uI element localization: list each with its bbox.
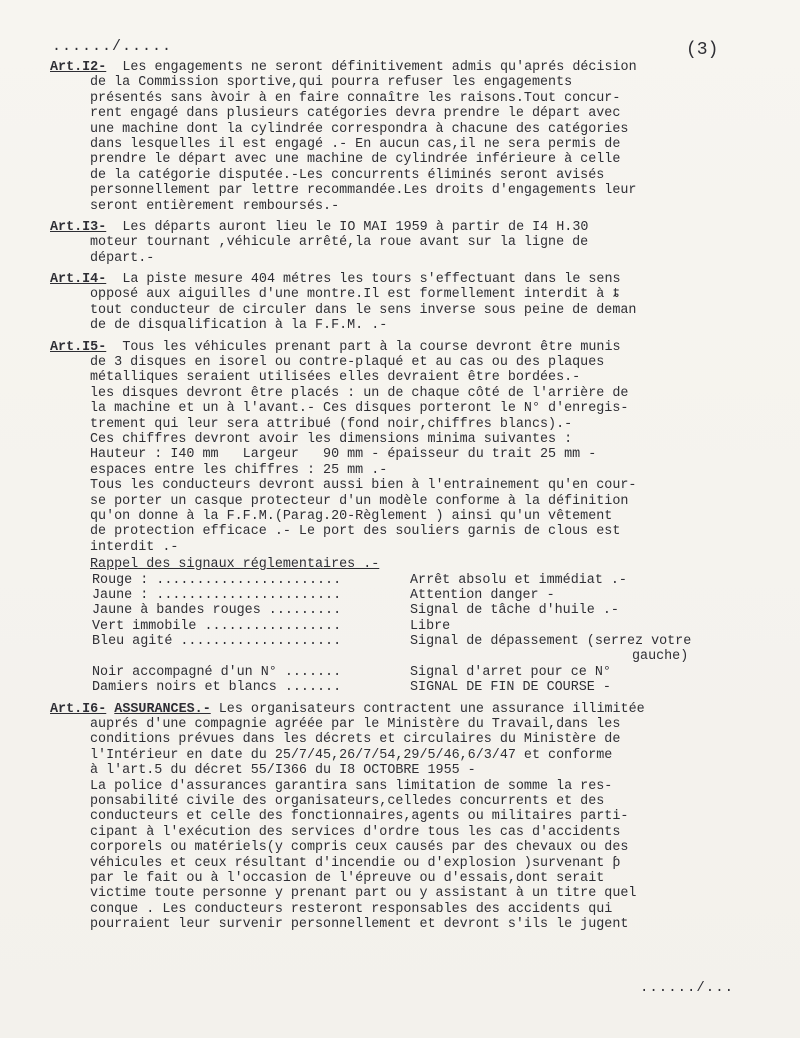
article-15-line: Hauteur : I40 mm Largeur 90 mm - épaisseur du trait 25 mm - xyxy=(90,447,597,463)
article-16-line: La police d'assurances garantira sans limitation de somme la res- xyxy=(90,778,613,794)
article-15-line: Tous les véhicules prenant part à la course devront être munis xyxy=(122,339,621,355)
article-14 xyxy=(50,272,772,334)
footer-continuation: ....../... xyxy=(640,980,735,996)
signal-meaning: Attention danger - xyxy=(410,587,555,603)
signal-row xyxy=(50,588,772,603)
article-16-line: conque . Les conducteurs resteront responsables des accidents qui xyxy=(90,901,613,917)
signal-meaning-continued: gauche) xyxy=(632,649,689,665)
article-15 xyxy=(50,340,772,696)
signal-row xyxy=(50,619,772,634)
article-16-label: Art.I6- xyxy=(50,701,107,717)
article-14-line: opposé aux aiguilles d'une montre.Il est formellement interdit à ȶ xyxy=(90,287,621,303)
signal-row xyxy=(50,603,772,618)
article-16 xyxy=(50,702,772,933)
article-12-line: de la Commission sportive,qui pourra refuser les engagements xyxy=(90,75,573,91)
article-16-line: corporels ou matériels(y compris ceux causés par des chevaux ou des xyxy=(90,840,629,856)
article-15-line: qu'on donne à la F.F.M.(Parag.20-Règlement ) ainsi qu'un vêtement xyxy=(90,508,613,524)
article-13-label: Art.I3- xyxy=(50,219,107,235)
signal-row xyxy=(50,573,772,588)
signal-name: Bleu agité .................... xyxy=(92,634,342,650)
article-15-line: espaces entre les chiffres : 25 mm .- xyxy=(90,462,388,478)
article-12-line: présentés sans àvoir à en faire connaître les raisons.Tout concur- xyxy=(90,90,621,106)
article-12-line: de la catégorie disputée.-Les concurrents éliminés seront avisés xyxy=(90,167,605,183)
article-12-label: Art.I2- xyxy=(50,60,107,75)
article-15-line: métalliques seraient utilisées elles devraient être bordées.- xyxy=(90,370,581,386)
signal-meaning: Libre xyxy=(410,618,451,634)
signal-meaning: Arrêt absolu et immédiat .- xyxy=(410,572,627,588)
article-12-line: personnellement par lettre recommandée.Les droits d'engagements leur xyxy=(90,183,637,199)
signal-name: Jaune : ....................... xyxy=(92,587,342,603)
article-13-line: moteur tournant ,véhicule arrêté,la roue avant sur la ligne de xyxy=(90,235,589,251)
signal-meaning: Signal d'arret pour ce N° xyxy=(410,664,611,680)
article-15-line: trement qui leur sera attribué (fond noir,chiffres blancs).- xyxy=(90,416,573,432)
header-continuation: ....../..... xyxy=(52,38,173,55)
article-16-line: par le fait ou à l'occasion de l'épreuve ou d'essais,dont serait xyxy=(90,870,605,886)
signal-row xyxy=(50,680,772,695)
page-number: (3) xyxy=(686,40,719,60)
article-14-line: La piste mesure 404 métres les tours s'effectuant dans le sens xyxy=(122,272,621,288)
document-body xyxy=(50,60,772,938)
signal-meaning: SIGNAL DE FIN DE COURSE - xyxy=(410,680,611,696)
article-15-line: Ces chiffres devront avoir les dimensions minima suivantes : xyxy=(90,431,573,447)
signal-row xyxy=(50,665,772,680)
article-16-line: conducteurs et celle des fonctionnaires,agents ou militaires parti- xyxy=(90,809,629,825)
signal-name: Damiers noirs et blancs ....... xyxy=(92,680,342,696)
article-15-line: interdit .- xyxy=(90,539,179,555)
signal-name: Vert immobile ................. xyxy=(92,618,342,634)
signal-name: Jaune à bandes rouges ......... xyxy=(92,603,342,619)
article-16-title: ASSURANCES.- xyxy=(114,701,211,717)
article-16-line: Les organisateurs contractent une assurance illimitée xyxy=(210,701,645,717)
article-12-line: Les engagements ne seront définitivement admis qu'aprés décision xyxy=(122,60,637,75)
article-16-line: à l'art.5 du décret 55/I366 du I8 OCTOBRE 1955 - xyxy=(90,763,476,779)
article-15-line: Tous les conducteurs devront aussi bien à l'entrainement qu'en cour- xyxy=(90,478,637,494)
article-15-line: la machine et un à l'avant.- Ces disques porteront le N° d'enregis- xyxy=(90,401,629,417)
article-15-label: Art.I5- xyxy=(50,339,107,355)
article-15-line: les disques devront être placés : un de chaque côté de l'arrière de xyxy=(90,385,629,401)
article-16-line: pourraient leur survenir personnellement et devront s'ils le jugent xyxy=(90,917,629,933)
signal-meaning: Signal de tâche d'huile .- xyxy=(410,603,619,619)
article-16-line: auprés d'une compagnie agréée par le Ministère du Travail,dans les xyxy=(90,717,621,733)
article-13-line: Les départs auront lieu le IO MAI 1959 à partir de I4 H.30 xyxy=(122,219,589,235)
article-15-line: se porter un casque protecteur d'un modèle conforme à la définition xyxy=(90,493,629,509)
article-15-line: de protection efficace .- Le port des souliers garnis de clous est xyxy=(90,524,621,540)
article-16-line: victime toute personne y prenant part ou y assistant à un titre quel xyxy=(90,886,637,902)
article-13 xyxy=(50,220,772,266)
article-14-label: Art.I4- xyxy=(50,272,107,288)
article-16-line: cipant à l'exécution des services d'ordre tous les cas d'accidents xyxy=(90,824,621,840)
article-16-line: véhicules et ceux résultant d'incendie ou d'explosion )survenant ƥ xyxy=(90,855,621,871)
signal-name: Rouge : ....................... xyxy=(92,572,342,588)
signal-name: Noir accompagné d'un N° ....... xyxy=(92,664,342,680)
article-15-line: de 3 disques en isorel ou contre-plaqué et au cas ou des plaques xyxy=(90,355,605,371)
article-16-line: l'Intérieur en date du 25/7/45,26/7/54,29/5/46,6/3/47 et conforme xyxy=(90,747,613,763)
article-16-line: conditions prévues dans les décrets et circulaires du Ministère de xyxy=(90,732,621,748)
article-16-line: ponsabilité civile des organisateurs,celledes concurrents et des xyxy=(90,793,605,809)
signal-meaning: Signal de dépassement (serrez votre xyxy=(410,634,692,650)
signal-row xyxy=(50,634,772,649)
article-14-line: tout conducteur de circuler dans le sens inverse sous peine de deman xyxy=(90,302,637,318)
article-12-line: rent engagé dans plusieurs catégories devra prendre le départ avec xyxy=(90,106,621,122)
article-12-line: prendre le départ avec une machine de cylindrée inférieure à celle xyxy=(90,152,621,168)
article-12 xyxy=(50,60,772,214)
signals-heading: Rappel des signaux réglementaires .- xyxy=(90,557,380,573)
article-12-line: dans lesquelles il est engagé .- En aucun cas,il ne sera permis de xyxy=(90,136,621,152)
article-12-line: seront entièrement remboursés.- xyxy=(90,198,340,214)
article-12-line: une machine dont la cylindrée correspondra à chacune des catégories xyxy=(90,121,629,137)
article-13-line: départ.- xyxy=(90,250,155,266)
article-14-line: de de disqualification à la F.F.M. .- xyxy=(90,318,388,334)
